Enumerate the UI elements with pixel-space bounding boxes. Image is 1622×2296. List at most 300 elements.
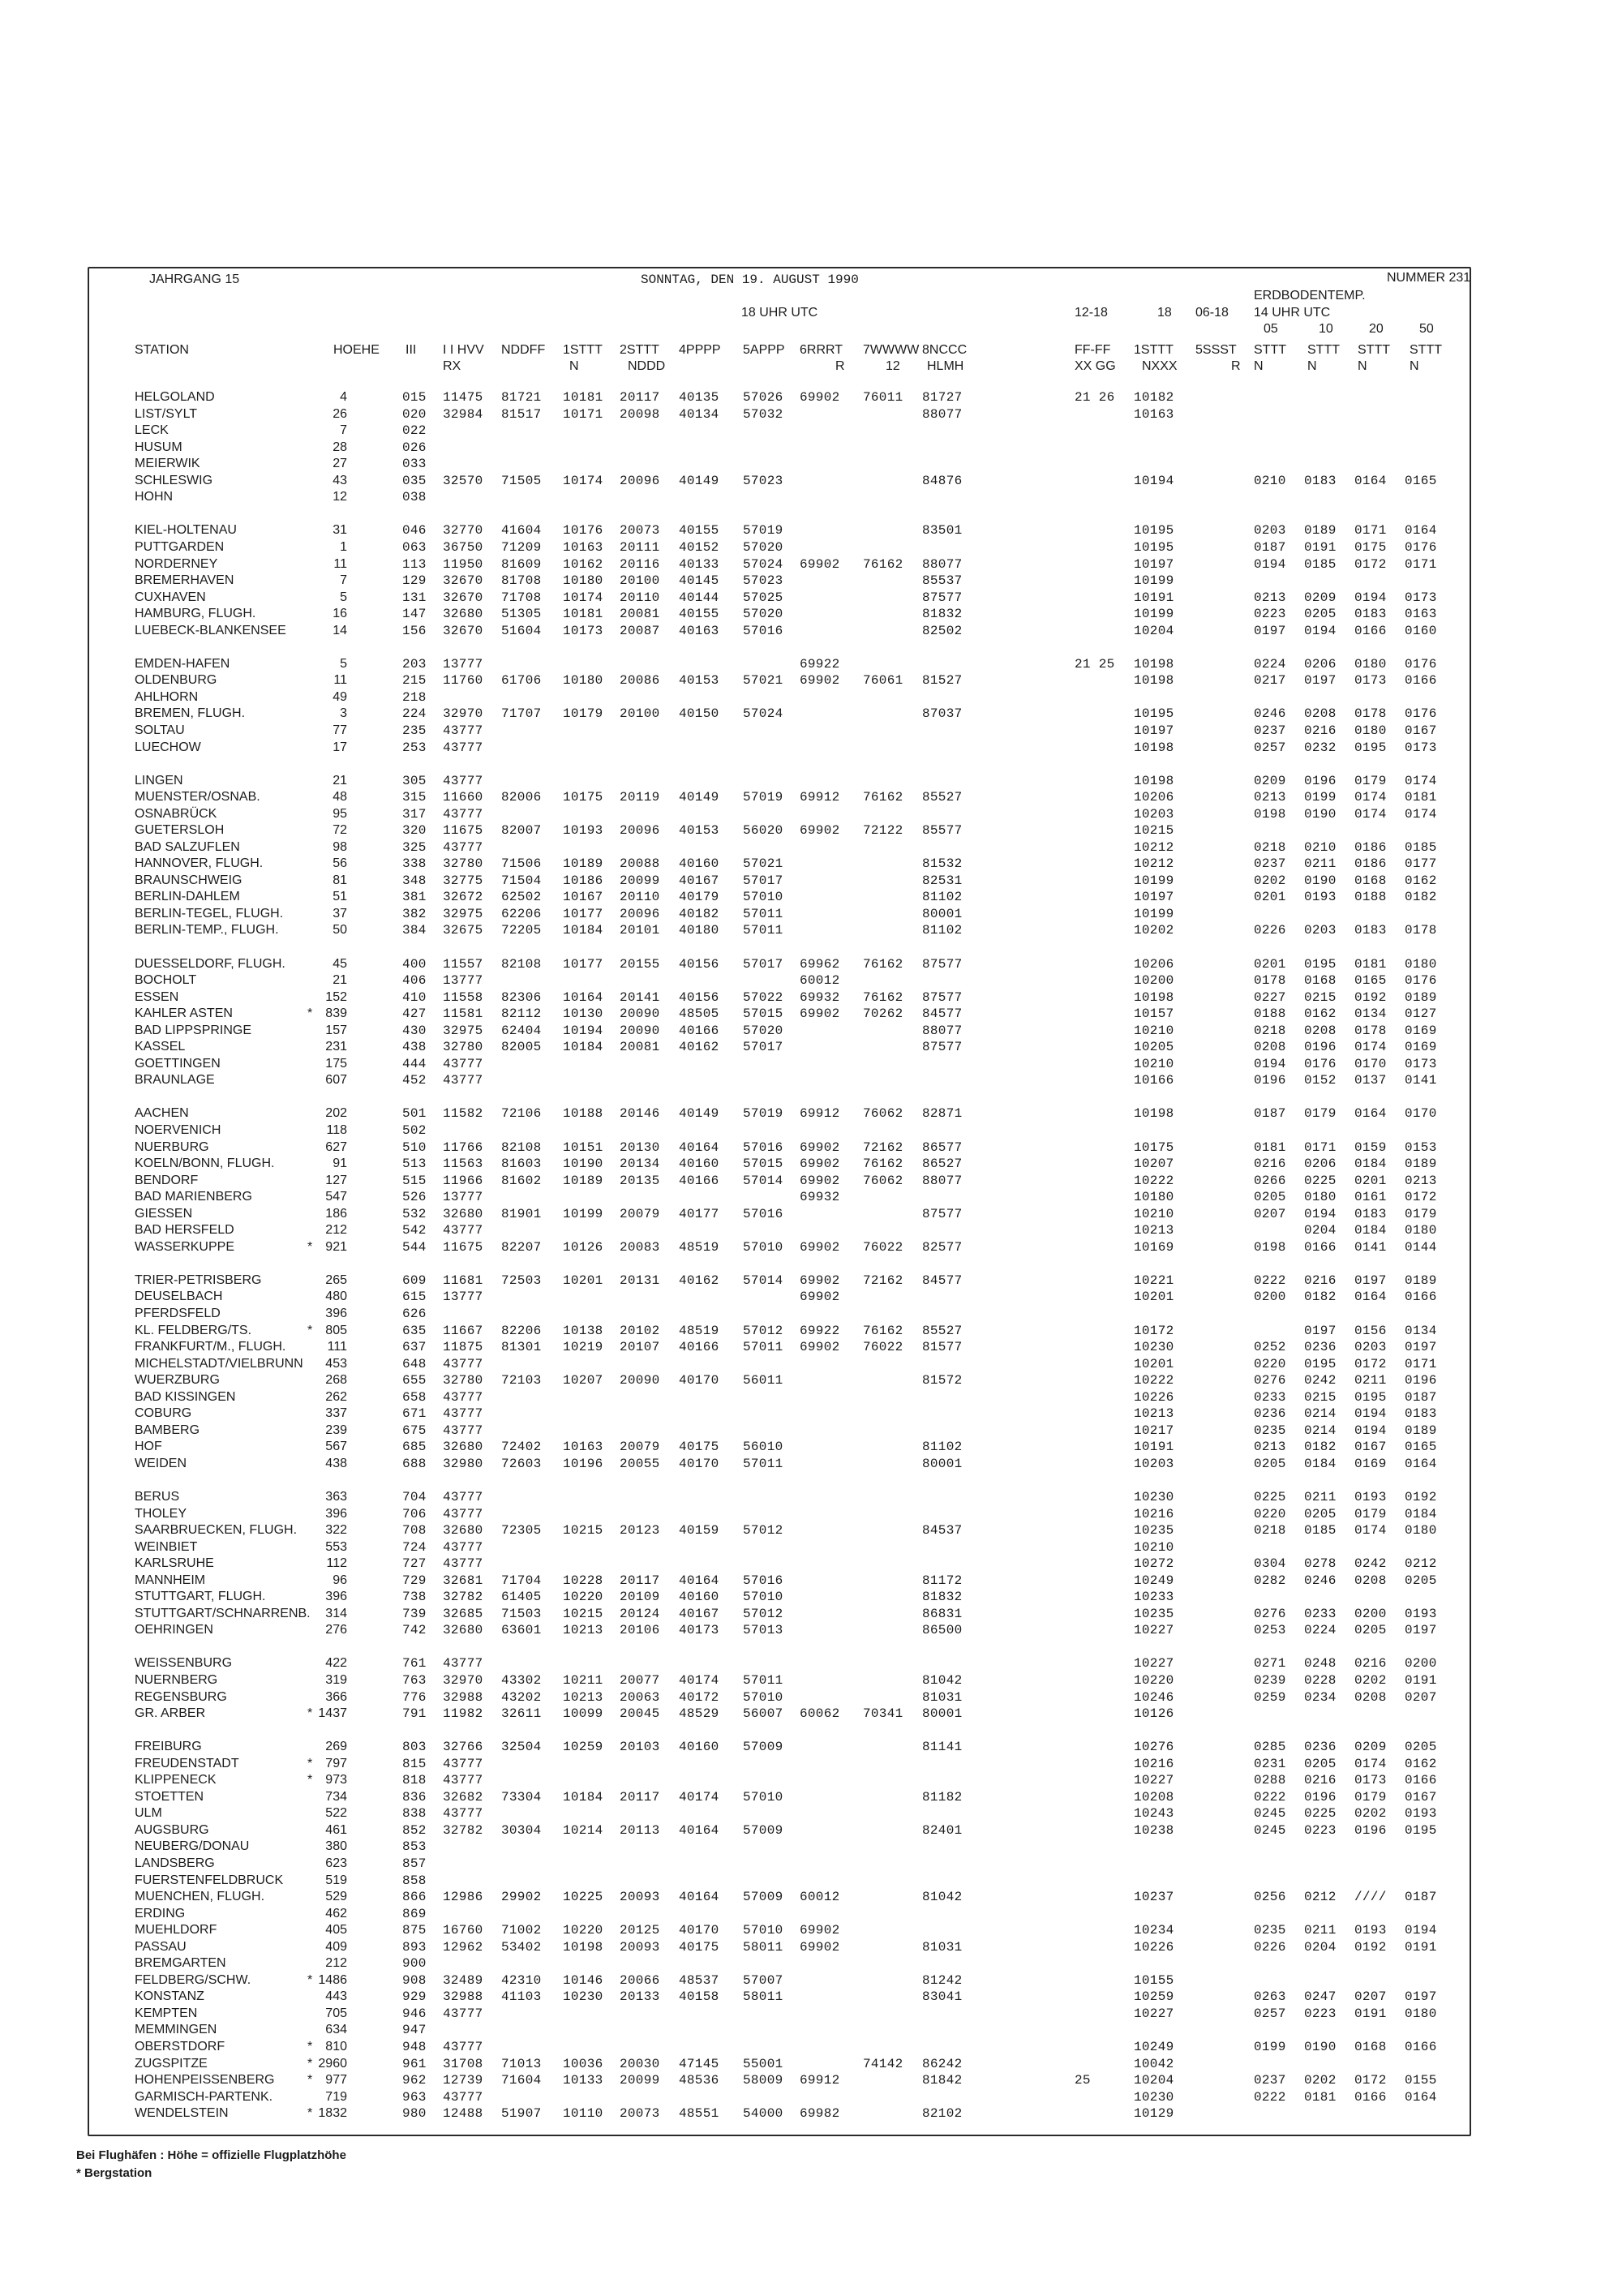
- station-id: 502: [402, 1122, 427, 1138]
- depth-50: 50: [1419, 322, 1434, 336]
- group-ihvv: 43777: [443, 1389, 483, 1405]
- group-pressure: 40145: [679, 573, 719, 588]
- group-clouds: 82531: [922, 873, 963, 888]
- station-name: BERLIN-DAHLEM: [135, 890, 240, 904]
- soil-temp-50: 0181: [1405, 790, 1437, 805]
- col-stt-10: STTT: [1307, 343, 1340, 357]
- soil-temp-50: 0185: [1405, 839, 1437, 855]
- station-name: WEINBIET: [135, 1539, 198, 1554]
- group-precip: 69902: [800, 1139, 840, 1155]
- soil-temp-05: 0266: [1254, 1173, 1286, 1188]
- group-temp: 10181: [563, 390, 603, 405]
- group-nddff: 81721: [501, 390, 542, 405]
- station-name: FRANKFURT/M., FLUGH.: [135, 1340, 286, 1354]
- group-precip: 69902: [800, 1272, 840, 1288]
- station-id: 131: [402, 590, 427, 605]
- col-n12: 12: [886, 359, 900, 373]
- soil-temp-20: 0192: [1354, 989, 1387, 1005]
- group-ihvv: 11557: [443, 956, 483, 972]
- group-ihvv: 43777: [443, 723, 483, 738]
- group-clouds: 86831: [922, 1606, 963, 1621]
- group-maxtemp: 10227: [1134, 1623, 1174, 1638]
- group-temp: 10175: [563, 790, 603, 805]
- group-pressure: 40174: [679, 1789, 719, 1805]
- mountain-marker: *: [307, 2106, 313, 2121]
- soil-temp-50: 0192: [1405, 1489, 1437, 1504]
- soil-temp-10: 0233: [1304, 1606, 1337, 1621]
- soil-temp-20: 0194: [1354, 1406, 1387, 1422]
- station-name: WEIDEN: [135, 1456, 187, 1470]
- group-ihvv: 11563: [443, 1157, 483, 1171]
- group-weather: 76062: [863, 1173, 903, 1188]
- group-pressure: 40155: [679, 607, 719, 622]
- station-name: BRAUNLAGE: [135, 1073, 215, 1088]
- group-tendency: 57010: [743, 1239, 783, 1255]
- soil-temp-50: 0165: [1405, 1440, 1437, 1455]
- station-id: 438: [402, 1040, 427, 1055]
- soil-temp-10: 0204: [1304, 1223, 1337, 1238]
- group-weather: 72162: [863, 1272, 903, 1288]
- group-clouds: 81102: [922, 923, 963, 938]
- group-clouds: 85527: [922, 1323, 963, 1338]
- station-height: 72: [333, 823, 347, 838]
- group-ihvv: 43777: [443, 740, 483, 755]
- station-name: LINGEN: [135, 773, 183, 788]
- group-clouds: 84876: [922, 473, 963, 488]
- group-ihvv: 43777: [443, 1489, 483, 1504]
- group-clouds: 86242: [922, 2056, 963, 2071]
- group-tendency: 57022: [743, 989, 783, 1005]
- station-height: 462: [325, 1906, 347, 1920]
- group-ihvv: 32780: [443, 1373, 483, 1388]
- soil-temp-50: 0195: [1405, 1822, 1437, 1838]
- group-maxtemp: 10191: [1134, 1440, 1174, 1455]
- station-id: 532: [402, 1206, 427, 1221]
- soil-temp-05: 0217: [1254, 673, 1286, 689]
- soil-temp-20: 0181: [1354, 956, 1387, 972]
- group-ihvv: 11475: [443, 390, 483, 405]
- table-row: [89, 973, 1470, 990]
- soil-temp-20: 0186: [1354, 839, 1387, 855]
- group-weather: 76022: [863, 1239, 903, 1255]
- soil-temp-50: 0189: [1405, 1423, 1437, 1438]
- group-nddff: 53402: [501, 1939, 542, 1955]
- station-height: 111: [327, 1340, 347, 1354]
- table-row: [89, 624, 1470, 641]
- soil-temp-10: 0278: [1304, 1556, 1337, 1572]
- group-maxtemp: 10210: [1134, 1056, 1174, 1071]
- station-height: 4: [340, 390, 347, 404]
- group-clouds: 86577: [922, 1139, 963, 1155]
- table-row: [89, 1656, 1470, 1673]
- soil-temp-50: 0179: [1405, 1206, 1437, 1221]
- soil-temp-20: 0195: [1354, 740, 1387, 755]
- table-row: [89, 723, 1470, 740]
- station-id: 427: [402, 1006, 427, 1022]
- station-id: 338: [402, 856, 427, 872]
- group-ihvv: 32780: [443, 1040, 483, 1055]
- group-tendency: 57019: [743, 1106, 783, 1122]
- soil-temp-05: 0205: [1254, 1456, 1286, 1471]
- station-name: MUENSTER/OSNAB.: [135, 790, 260, 804]
- group-precip: 69902: [800, 1340, 840, 1354]
- group-precip: 69902: [800, 1173, 840, 1188]
- soil-temp-05: 0222: [1254, 1272, 1286, 1288]
- station-name: LECK: [135, 423, 169, 438]
- soil-temp-10: 0204: [1304, 1939, 1337, 1955]
- group-temp: 10211: [563, 1672, 603, 1688]
- station-id: 452: [402, 1073, 427, 1088]
- group-temp: 10201: [563, 1272, 603, 1288]
- group-maxtemp: 10166: [1134, 1073, 1174, 1088]
- group-ihvv: 43777: [443, 773, 483, 788]
- group-tendency: 57010: [743, 1689, 783, 1705]
- station-name: ZUGSPITZE: [135, 2056, 208, 2071]
- group-precip: 69922: [800, 656, 840, 672]
- table-row: [89, 1740, 1470, 1757]
- group-pressure: 40144: [679, 590, 719, 605]
- soil-temp-05: 0202: [1254, 873, 1286, 888]
- station-name: MICHELSTADT/VIELBRUNN: [135, 1356, 303, 1371]
- group-dewpoint: 20135: [620, 1173, 660, 1188]
- soil-temp-50: 0189: [1405, 1272, 1437, 1288]
- group-dewpoint: 20117: [620, 390, 660, 405]
- station-name: SAARBRUECKEN, FLUGH.: [135, 1523, 298, 1537]
- station-height: 112: [326, 1556, 347, 1571]
- group-dewpoint: 20146: [620, 1106, 660, 1122]
- group-maxtemp: 10199: [1134, 607, 1174, 622]
- station-id: 147: [402, 607, 427, 622]
- soil-temp-05: 0194: [1254, 1056, 1286, 1071]
- group-pressure: 40180: [679, 923, 719, 938]
- group-maxtemp: 10220: [1134, 1672, 1174, 1688]
- group-dewpoint: 20100: [620, 573, 660, 588]
- station-name: PUTTGARDEN: [135, 539, 225, 554]
- group-dewpoint: 20055: [620, 1456, 660, 1471]
- soil-temp-10: 0209: [1304, 590, 1337, 605]
- station-height: 422: [325, 1656, 347, 1671]
- depth-20: 20: [1369, 322, 1384, 336]
- station-height: 212: [325, 1223, 347, 1238]
- soil-temp-10: 0185: [1304, 1523, 1337, 1538]
- group-nddff: 30304: [501, 1822, 542, 1838]
- station-name: HAMBURG, FLUGH.: [135, 607, 256, 621]
- group-ihvv: 43777: [443, 1556, 483, 1572]
- station-name: CUXHAVEN: [135, 590, 206, 604]
- group-clouds: 88077: [922, 406, 963, 422]
- group-dewpoint: 20081: [620, 1040, 660, 1055]
- station-id: 038: [402, 490, 427, 505]
- station-height: 409: [325, 1939, 347, 1954]
- soil-temp-05: 0209: [1254, 773, 1286, 788]
- col-tttn: 1STTT: [563, 343, 603, 357]
- group-tendency: 57015: [743, 1157, 783, 1171]
- station-id: 648: [402, 1356, 427, 1371]
- table-row: [89, 1240, 1470, 1257]
- station-name: KLIPPENECK: [135, 1773, 217, 1787]
- group-precip: 69932: [800, 1190, 840, 1205]
- group-temp: 10230: [563, 1989, 603, 2005]
- group-maxtemp: 10259: [1134, 1989, 1174, 2005]
- station-height: 37: [333, 906, 347, 921]
- station-id: 510: [402, 1139, 427, 1155]
- group-tendency: 57016: [743, 1573, 783, 1588]
- group-temp: 10036: [563, 2056, 603, 2071]
- group-dewpoint: 20125: [620, 1923, 660, 1938]
- station-height: 91: [333, 1157, 347, 1170]
- station-name: BAD MARIENBERG: [135, 1190, 252, 1204]
- soil-temp-50: 0187: [1405, 1389, 1437, 1405]
- station-name: KL. FELDBERG/TS.: [135, 1323, 252, 1337]
- soil-temp-10: 0195: [1304, 1356, 1337, 1371]
- group-clouds: 82871: [922, 1106, 963, 1122]
- group-dewpoint: 20088: [620, 856, 660, 872]
- table-row: [89, 423, 1470, 440]
- group-clouds: 85577: [922, 823, 963, 839]
- station-name: OBERSTDORF: [135, 2040, 225, 2054]
- col-ffff: FF-FF: [1075, 343, 1111, 357]
- station-name: KASSEL: [135, 1040, 186, 1054]
- soil-temp-05: 0245: [1254, 1822, 1286, 1838]
- table-row: [89, 1706, 1470, 1723]
- group-clouds: 87577: [922, 989, 963, 1005]
- group-weather: 76162: [863, 989, 903, 1005]
- group-tendency: 57017: [743, 956, 783, 972]
- station-name: COBURG: [135, 1406, 192, 1421]
- group-maxtemp: 10203: [1134, 806, 1174, 822]
- soil-temp-05: 0237: [1254, 2073, 1286, 2088]
- soil-temp-50: 0144: [1405, 1239, 1437, 1255]
- group-tendency: 57016: [743, 623, 783, 638]
- group-tendency: 57021: [743, 673, 783, 689]
- soil-temp-20: 0205: [1354, 1623, 1387, 1638]
- soil-temp-10: 0203: [1304, 923, 1337, 938]
- station-name: ERDING: [135, 1906, 186, 1920]
- group-dewpoint: 20110: [620, 590, 660, 605]
- group-pressure: 40164: [679, 1822, 719, 1838]
- group-tendency: 57011: [743, 1340, 783, 1354]
- group-clouds: 81042: [922, 1890, 963, 1904]
- group-precip: 69902: [800, 673, 840, 689]
- group-pressure: 40162: [679, 1272, 719, 1288]
- soil-temp-50: 0162: [1405, 873, 1437, 888]
- table-row: [89, 1106, 1470, 1123]
- table-row: [89, 790, 1470, 807]
- group-ihvv: 32680: [443, 607, 483, 622]
- soil-temp-10: 0202: [1304, 2073, 1337, 2088]
- group-pressure: 40170: [679, 1456, 719, 1471]
- group-weather: 72162: [863, 1139, 903, 1155]
- group-maxtemp: 10198: [1134, 740, 1174, 755]
- soil-temp-05: 0253: [1254, 1623, 1286, 1638]
- soil-temp-20: 0174: [1354, 1523, 1387, 1538]
- station-name: NORDERNEY: [135, 556, 218, 571]
- group-temp: 10133: [563, 2073, 603, 2088]
- soil-temp-10: 0215: [1304, 989, 1337, 1005]
- group-temp: 10225: [563, 1890, 603, 1904]
- group-nddff: 41103: [501, 1989, 542, 2005]
- group-ihvv: 43777: [443, 839, 483, 855]
- station-name: KAHLER ASTEN: [135, 1006, 233, 1021]
- station-name: GUETERSLOH: [135, 823, 225, 838]
- station-height: 547: [325, 1190, 347, 1204]
- soil-temp-05: 0227: [1254, 989, 1286, 1005]
- group-ihvv: 43777: [443, 1073, 483, 1088]
- soil-temp-50: 0164: [1405, 1456, 1437, 1471]
- group-temp: 10173: [563, 623, 603, 638]
- soil-temp-50: 0178: [1405, 923, 1437, 938]
- soil-temp-20: 0216: [1354, 1656, 1387, 1672]
- group-maxtemp: 10230: [1134, 1340, 1174, 1354]
- group-pressure: 48519: [679, 1323, 719, 1338]
- group-clouds: 83041: [922, 1989, 963, 2005]
- soil-temp-05: 0226: [1254, 1939, 1286, 1955]
- group-dewpoint: 20099: [620, 2073, 660, 2088]
- group-ihvv: 12739: [443, 2073, 483, 2088]
- station-id: 315: [402, 790, 427, 805]
- group-nddff: 71503: [501, 1606, 542, 1621]
- station-height: 265: [325, 1272, 347, 1287]
- group-maxtemp: 10222: [1134, 1173, 1174, 1188]
- group-pressure: 40149: [679, 790, 719, 805]
- soil-temp-50: 0193: [1405, 1606, 1437, 1621]
- soil-temp-50: 0197: [1405, 1340, 1437, 1354]
- table-row: [89, 990, 1470, 1007]
- station-id: 381: [402, 890, 427, 905]
- group-clouds: 81042: [922, 1672, 963, 1688]
- soil-temp-20: ////: [1354, 1890, 1387, 1904]
- group-weather: 76022: [863, 1340, 903, 1354]
- soil-temp-20: 0207: [1354, 1989, 1387, 2005]
- station-height: 567: [325, 1440, 347, 1454]
- soil-temp-20: 0174: [1354, 806, 1387, 822]
- table-row: [89, 1856, 1470, 1873]
- group-nddff: 71002: [501, 1923, 542, 1938]
- soil-temp-50: 0177: [1405, 856, 1437, 872]
- soil-temp-10: 0195: [1304, 956, 1337, 972]
- soil-temp-05: 0187: [1254, 1106, 1286, 1122]
- soil-temp-10: 0176: [1304, 1056, 1337, 1071]
- table-row: [89, 457, 1470, 474]
- station-height: 973: [325, 1773, 347, 1787]
- station-name: HOHENPEISSENBERG: [135, 2073, 275, 2088]
- group-pressure: 40166: [679, 1173, 719, 1188]
- col-hlmh: HLMH: [927, 359, 964, 373]
- station-id: 515: [402, 1173, 427, 1188]
- group-ihvv: 43777: [443, 1756, 483, 1771]
- group-tendency: 57010: [743, 1789, 783, 1805]
- station-name: MEIERWIK: [135, 457, 200, 471]
- station-name: STUTTGART/SCHNARRENB.: [135, 1606, 311, 1620]
- period-12-18: 12-18: [1075, 306, 1108, 320]
- group-nddff: 82108: [501, 1139, 542, 1155]
- group-dewpoint: 20096: [620, 906, 660, 921]
- station-height: 127: [325, 1173, 347, 1187]
- group-ihvv: 32984: [443, 406, 483, 422]
- group-maxtemp: 10233: [1134, 1590, 1174, 1605]
- group-nddff: 43202: [501, 1689, 542, 1705]
- group-ihvv: 43777: [443, 2006, 483, 2021]
- group-maxtemp: 10238: [1134, 1822, 1174, 1838]
- group-pressure: 40159: [679, 1523, 719, 1538]
- station-id: 400: [402, 956, 427, 972]
- station-id: 688: [402, 1456, 427, 1471]
- soil-temp-20: 0208: [1354, 1573, 1387, 1588]
- group-temp: 10199: [563, 1206, 603, 1221]
- group-maxtemp: 10216: [1134, 1756, 1174, 1771]
- group-nddff: 82306: [501, 989, 542, 1005]
- group-maxtemp: 10175: [1134, 1139, 1174, 1155]
- group-nddff: 72402: [501, 1440, 542, 1455]
- group-pressure: 40152: [679, 539, 719, 555]
- group-dewpoint: 20081: [620, 607, 660, 622]
- table-row: [89, 607, 1470, 624]
- soil-temp-10: 0205: [1304, 1506, 1337, 1521]
- group-maxtemp: 10201: [1134, 1356, 1174, 1371]
- group-dewpoint: 20086: [620, 673, 660, 689]
- group-ihvv: 43777: [443, 1356, 483, 1371]
- station-name: BERLIN-TEGEL, FLUGH.: [135, 906, 284, 921]
- soil-temp-20: 0179: [1354, 1506, 1387, 1521]
- station-id: 857: [402, 1856, 427, 1871]
- table-row: [89, 1406, 1470, 1423]
- station-height: 461: [325, 1822, 347, 1837]
- soil-temp-10: 0215: [1304, 1389, 1337, 1405]
- group-weather: 70341: [863, 1706, 903, 1721]
- group-ihvv: 31708: [443, 2056, 483, 2071]
- soil-temp-50: 0169: [1405, 1040, 1437, 1055]
- station-height: 21: [333, 973, 347, 987]
- station-name: DEUSELBACH: [135, 1290, 223, 1304]
- group-nddff: 81603: [501, 1157, 542, 1171]
- group-nddff: 62502: [501, 890, 542, 905]
- group-clouds: 81532: [922, 856, 963, 872]
- group-maxtemp: 10199: [1134, 906, 1174, 921]
- table-row: [89, 1757, 1470, 1774]
- soil-temp-50: 0134: [1405, 1323, 1437, 1338]
- station-height: 269: [325, 1740, 347, 1754]
- group-maxtemp: 10249: [1134, 2040, 1174, 2054]
- table-row: [89, 1523, 1470, 1540]
- soil-temp-50: 0176: [1405, 973, 1437, 988]
- group-dewpoint: 20103: [620, 1740, 660, 1755]
- soil-temp-10: 0212: [1304, 1890, 1337, 1904]
- station-id: 724: [402, 1539, 427, 1555]
- station-name: BREMGARTEN: [135, 1956, 226, 1971]
- table-row: [89, 1923, 1470, 1940]
- soil-temp-20: 0173: [1354, 1773, 1387, 1788]
- group-maxtemp: 10221: [1134, 1272, 1174, 1288]
- soil-temp-10: 0194: [1304, 1206, 1337, 1221]
- col-stt-50: STTT: [1410, 343, 1442, 357]
- soil-temp-05: 0263: [1254, 1989, 1286, 2005]
- group-dewpoint: 20133: [620, 1989, 660, 2005]
- table-row: [89, 407, 1470, 424]
- group-clouds: 80001: [922, 906, 963, 921]
- soil-temp-10: 0216: [1304, 723, 1337, 738]
- table-row: [89, 573, 1470, 590]
- soil-temp-05: 0201: [1254, 956, 1286, 972]
- group-weather: 76162: [863, 556, 903, 572]
- table-row: [89, 557, 1470, 574]
- group-clouds: 81242: [922, 1972, 963, 1988]
- station-id: 348: [402, 873, 427, 888]
- group-weather: 76162: [863, 1157, 903, 1171]
- soil-temp-10: 0168: [1304, 973, 1337, 988]
- group-ihvv: 43777: [443, 1223, 483, 1238]
- soil-temp-10: 0194: [1304, 623, 1337, 638]
- group-clouds: 86500: [922, 1623, 963, 1638]
